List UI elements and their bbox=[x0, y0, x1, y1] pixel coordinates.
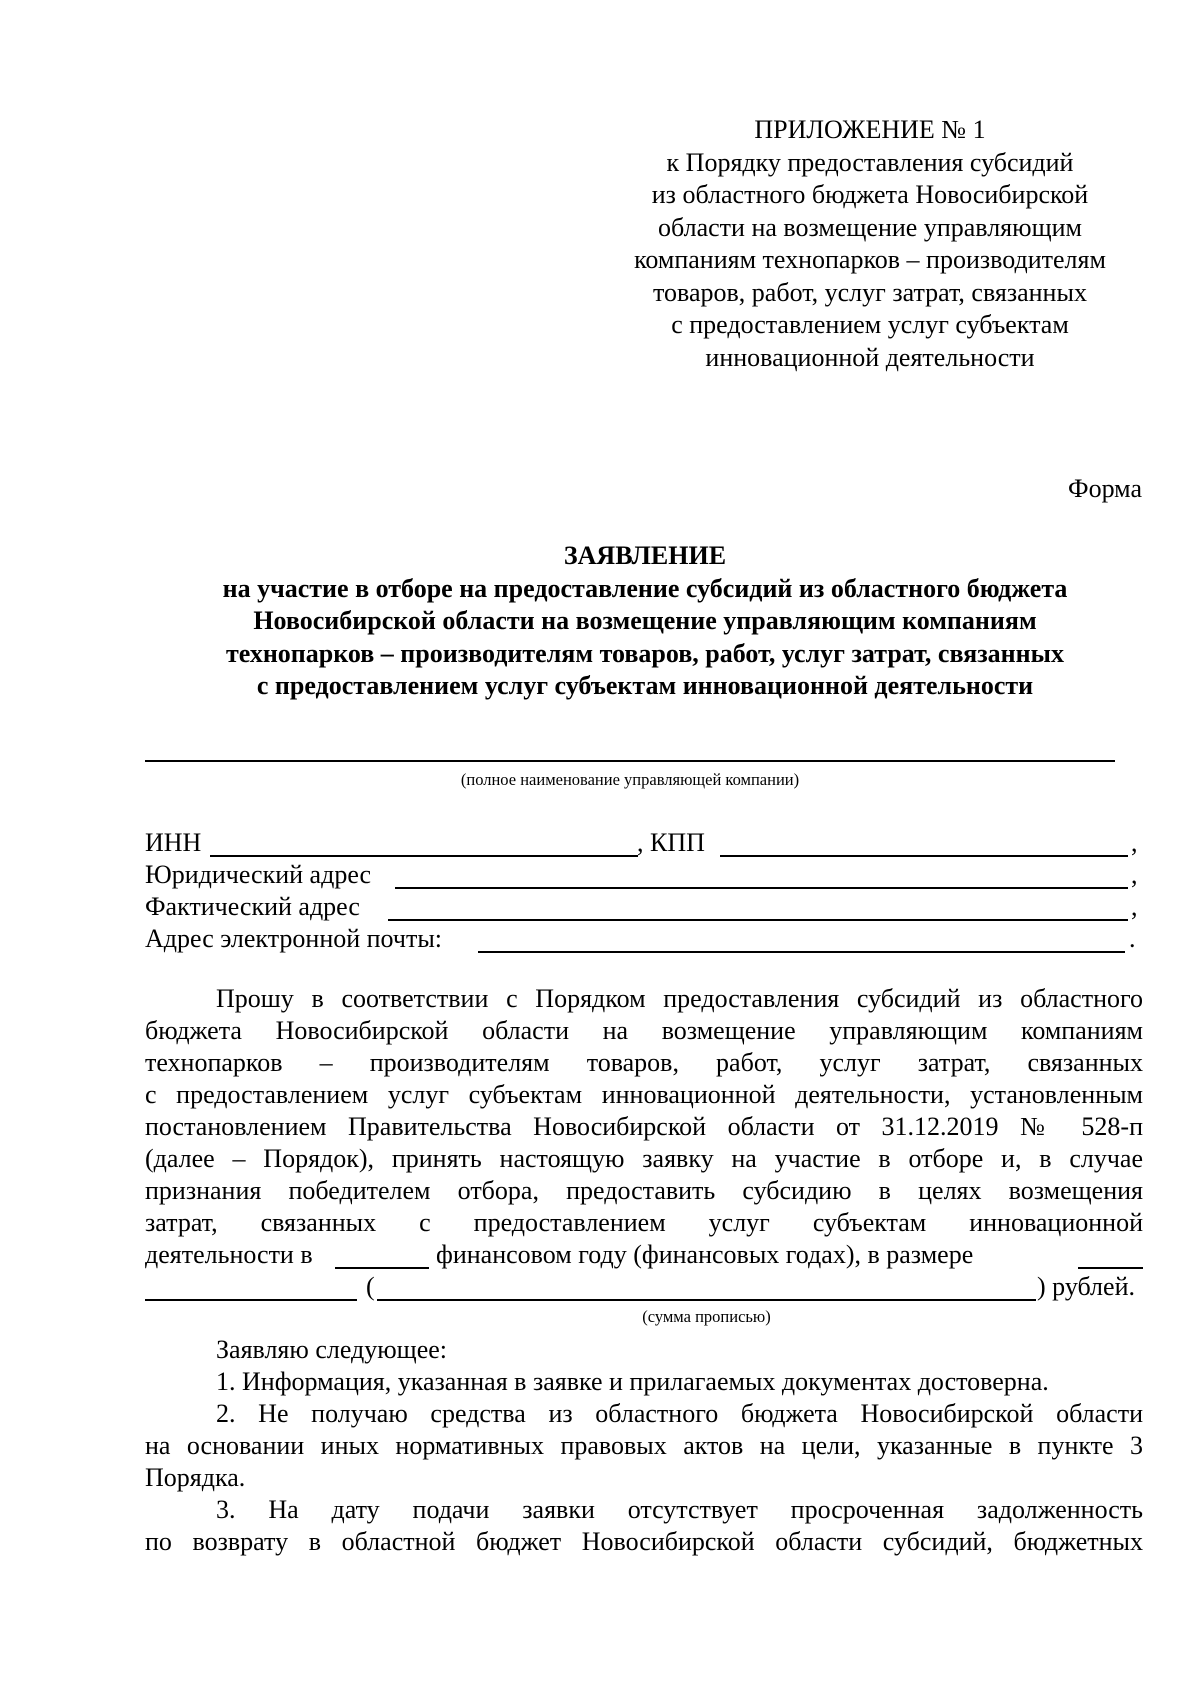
appendix-line: с предоставлением услуг субъектам bbox=[671, 310, 1069, 339]
appendix-line: к Порядку предоставления субсидий bbox=[666, 147, 1074, 177]
sum-caption: (сумма прописью) bbox=[642, 1307, 771, 1326]
request-line: с предоставлением услуг субъектам инновационной деятельности, установленным bbox=[145, 1080, 1143, 1109]
kpp-comma: , bbox=[1131, 828, 1138, 857]
legal-address-label: Юридический адрес bbox=[145, 860, 372, 889]
actual-address-comma: , bbox=[1131, 892, 1138, 921]
kpp-label: , КПП bbox=[637, 828, 705, 857]
appendix-line: компаниям технопарков – производителям bbox=[634, 245, 1106, 274]
legal-address-blank[interactable] bbox=[395, 887, 1128, 889]
title-heading: ЗАЯВЛЕНИЕ bbox=[563, 541, 727, 570]
declaration-item-1: 1. Информация, указанная в заявке и прилагаемых документах достоверна. bbox=[216, 1367, 1049, 1396]
request-line: постановлением Правительства Новосибирской области от 31.12.2019 № 528-п bbox=[145, 1112, 1143, 1141]
declaration-item-3-line: по возврату в областной бюджет Новосибирской области субсидий, бюджетных bbox=[145, 1527, 1143, 1556]
request-line: Прошу в соответствии с Порядком предоставления субсидий из областного bbox=[216, 984, 1143, 1013]
appendix-line: ПРИЛОЖЕНИЕ № 1 bbox=[754, 115, 986, 144]
email-period: . bbox=[1129, 924, 1136, 953]
actual-address-blank[interactable] bbox=[388, 919, 1128, 921]
legal-address-comma: , bbox=[1131, 860, 1138, 889]
appendix-header bbox=[600, 114, 1140, 374]
amount-words-blank[interactable] bbox=[377, 1299, 1036, 1301]
request-line: признания победителем отбора, предоставить субсидию в целях возмещения bbox=[145, 1176, 1143, 1205]
appendix-line: товаров, работ, услуг затрат, связанных bbox=[653, 277, 1087, 307]
amount-digits-blank[interactable] bbox=[145, 1299, 357, 1301]
appendix-line: области на возмещение управляющим bbox=[658, 212, 1082, 242]
title-line: на участие в отборе на предоставление субсидий из областного бюджета bbox=[222, 573, 1068, 603]
declarations-intro: Заявляю следующее: bbox=[216, 1335, 448, 1364]
request-line9-mid: финансовом году (финансовых годах), в размере bbox=[436, 1240, 974, 1269]
inn-blank[interactable] bbox=[210, 855, 638, 857]
amount-close-paren: ) рублей. bbox=[1037, 1272, 1135, 1301]
declaration-item-2-line: на основании иных нормативных правовых актов на цели, указанные в пункте 3 bbox=[145, 1431, 1143, 1460]
appendix-line: из областного бюджета Новосибирской bbox=[651, 180, 1089, 209]
company-name-caption: (полное наименование управляющей компании) bbox=[460, 770, 800, 789]
email-label: Адрес электронной почты: bbox=[145, 924, 443, 953]
title-line: технопарков – производителям товаров, работ, услуг затрат, связанных bbox=[226, 638, 1064, 668]
appendix-line: инновационной деятельности bbox=[705, 342, 1035, 372]
fiscal-year-blank[interactable] bbox=[335, 1267, 429, 1269]
declaration-item-3-line: 3. На дату подачи заявки отсутствует просроченная задолженность bbox=[216, 1495, 1143, 1524]
form-label: Форма bbox=[1068, 474, 1142, 503]
company-name-blank[interactable] bbox=[145, 760, 1115, 762]
email-blank[interactable] bbox=[478, 951, 1125, 953]
declaration-item-2-line: Порядка. bbox=[145, 1463, 246, 1492]
declaration-item-2-line: 2. Не получаю средства из областного бюджета Новосибирской области bbox=[216, 1399, 1143, 1428]
request-line: затрат, связанных с предоставлением услуг субъектам инновационной bbox=[145, 1208, 1143, 1237]
amount-open-paren: ( bbox=[366, 1272, 375, 1301]
actual-address-label: Фактический адрес bbox=[145, 892, 360, 921]
request-line: (далее – Порядок), принять настоящую заявку на участие в отборе и, в случае bbox=[145, 1144, 1143, 1173]
title-line: Новосибирской области на возмещение управляющим компаниям bbox=[253, 606, 1037, 635]
request-line: бюджета Новосибирской области на возмещение управляющим компаниям bbox=[145, 1016, 1143, 1045]
request-line: технопарков – производителям товаров, работ, услуг затрат, связанных bbox=[145, 1048, 1143, 1077]
inn-label: ИНН bbox=[145, 828, 202, 857]
amount-digits-blank-start[interactable] bbox=[1078, 1267, 1143, 1269]
title-line: с предоставлением услуг субъектам инновационной деятельности bbox=[256, 671, 1034, 700]
kpp-blank[interactable] bbox=[720, 855, 1128, 857]
request-line9-start: деятельности в bbox=[145, 1240, 313, 1269]
document-title bbox=[145, 540, 1145, 703]
